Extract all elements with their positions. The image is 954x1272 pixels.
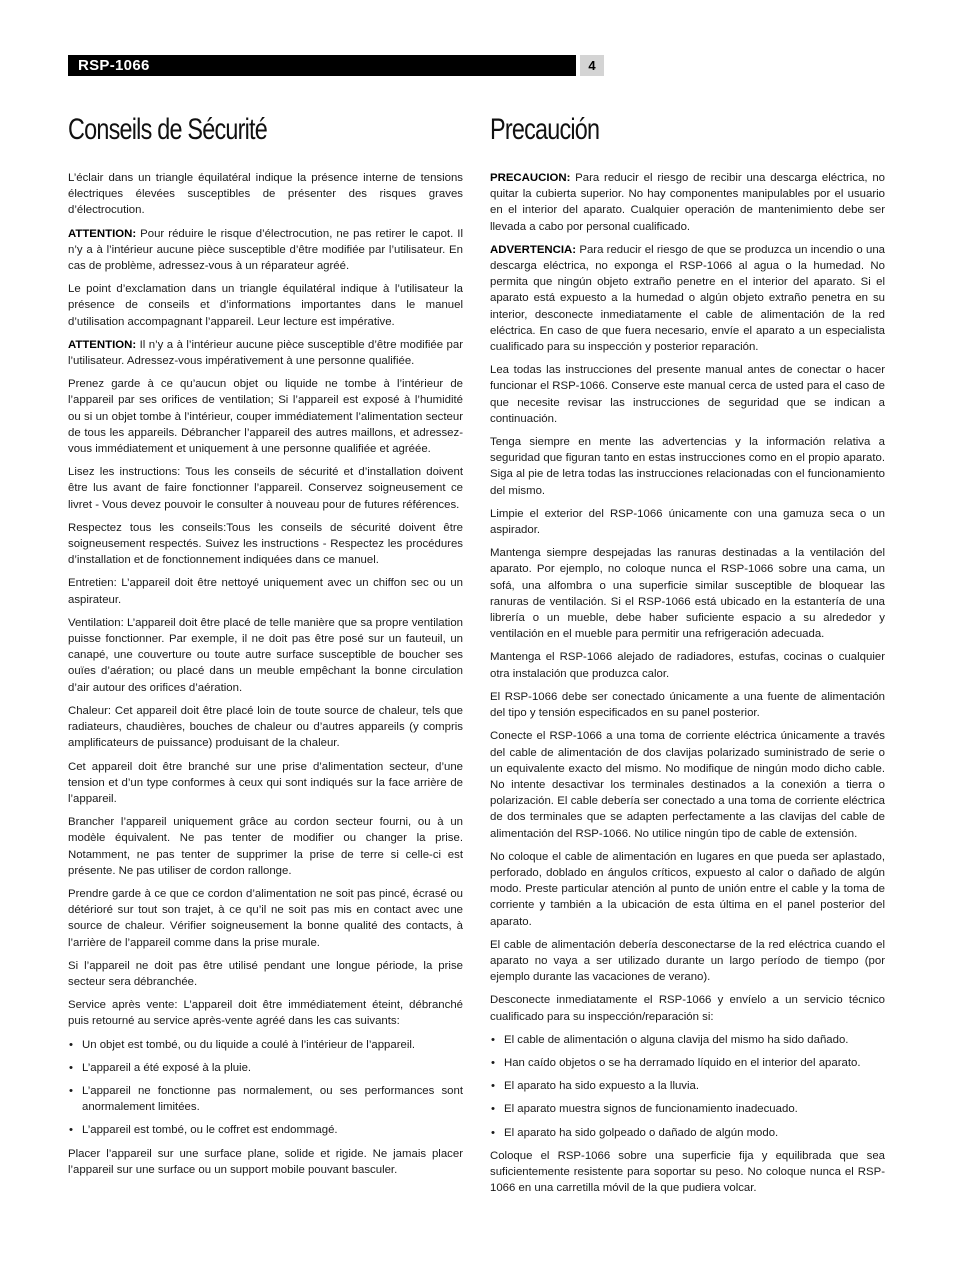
advertencia-label: ADVERTENCIA: — [490, 243, 577, 256]
paragraph: Desconecte inmediatamente el RSP-1066 y envíelo a un servicio técnico cualificado para su inspección/reparación si: — [490, 994, 885, 1023]
paragraph: Limpie el exterior del RSP-1066 únicamente con una gamuza seca o un aspirador. — [490, 507, 885, 537]
spanish-title: Precaución — [490, 113, 600, 146]
attention-paragraph — [68, 226, 463, 275]
list-item: • L’appareil a été exposé à la pluie. — [68, 1060, 463, 1076]
paragraph: Ventilation: L’appareil doit être placé de telle manière que sa propre ventilation puisse fonctionner. Par exemple, il ne doit pas être posé sur un fauteuil, un canapé, une couverture ou toute autre surface susceptible de boucher ses ouïes d’aération; ou placé dans un meuble empêchant la bonne circulation d’air autour des orifices d’aération. — [68, 616, 463, 694]
precaucion-text: Para reducir el riesgo de recibir una descarga eléctrica, no quitar la cubierta superior. No hay componentes manipulables por el usuario en el interior del aparato. Cualquier operación de mantenimiento debe ser llevada a cabo por personal cualificado. — [490, 172, 885, 233]
paragraph: Placer l’appareil sur une surface plane, solide et rigide. Ne jamais placer l’appareil sur une surface ou un support mobile pouvant basculer. — [68, 1147, 463, 1176]
paragraph: L’éclair dans un triangle équilatéral indique la présence interne de tensions électriques élevées susceptibles de présenter des risques graves d’électrocution. — [68, 172, 463, 217]
french-column — [68, 110, 463, 1185]
list-item: • El aparato muestra signos de funcionamiento inadecuado. — [490, 1101, 885, 1117]
attention-paragraph — [68, 337, 463, 369]
advertencia-paragraph — [490, 242, 885, 355]
paragraph: Lea todas las instrucciones del presente manual antes de conectar o hacer funcionar el RSP-1066. Conserve este manual cerca de usted para el caso de que necesite revisar las instrucciones de seguridad que se indican a continuación. — [490, 364, 885, 425]
paragraph: Service après vente: L’appareil doit être immédiatement éteint, débranché puis retourné au service après-vente agréé dans les cas suivants: — [68, 999, 463, 1028]
paragraph: Le point d’exclamation dans un triangle équilatéral indique à l’utilisateur la présence de conseils et d’informations importantes dans le manuel d’utilisation accompagnant l’appareil. Leur lecture est impérative. — [68, 283, 463, 328]
paragraph: Si l’appareil ne doit pas être utilisé pendant une longue période, la prise secteur sera débranchée. — [68, 959, 463, 988]
paragraph: Prendre garde à ce que ce cordon d’alimentation ne soit pas pincé, écrasé ou détérioré sur tout son trajet, à ce qu’il ne soit pas mis en contact avec une source de chaleur. Vérifier soigneusement la bonne qualité des contacts, à l’arrière de l’appareil comme dans la prise murale. — [68, 887, 463, 949]
precaucion-label: PRECAUCION: — [490, 172, 571, 184]
paragraph: Mantenga siempre despejadas las ranuras destinadas a la ventilación del aparato. Por ejemplo, no coloque nunca el RSP-1066 sobre una cama, un sofá, una alfombra o una superficie similar susceptible de bloquear las ranuras de ventilación. Si el RSP-1066 está ubicado en la estantería de una librería o un mueble, debe haber suficiente espacio a su alrededor y ventilación en el mueble para permitir una refrigeración adecuada. — [490, 547, 885, 641]
list-item: • Han caído objetos o se ha derramado líquido en el interior del aparato. — [490, 1055, 885, 1071]
attention-label: ATTENTION: — [68, 338, 137, 351]
paragraph: Coloque el RSP-1066 sobre una superficie fija y equilibrada que sea suficientemente resistente para soportar su peso. No coloque nunca el RSP-1066 en una carretilla móvil de la que pudiera volcar. — [490, 1149, 885, 1195]
list-item: • L’appareil est tombé, ou le coffret est endommagé. — [68, 1122, 463, 1138]
precaucion-paragraph — [490, 170, 885, 235]
list-item: • L’appareil ne fonctionne pas normalement, ou ses performances sont anormalement limitées. — [68, 1083, 463, 1115]
paragraph: Entretien: L’appareil doit être nettoyé uniquement avec un chiffon sec ou un aspirateur. — [68, 577, 463, 606]
paragraph: El cable de alimentación debería desconectarse de la red eléctrica cuando el aparato no vaya a ser utilizado durante un largo período de tiempo (por ejemplo durante las vacaciones de verano). — [490, 938, 885, 984]
list-item: • Un objet est tombé, ou du liquide a coulé à l’intérieur de l’appareil. — [68, 1037, 463, 1053]
paragraph: Tenga siempre en mente las advertencias y la información relativa a seguridad que figuran tanto en estas instrucciones como en el propio aparato. Siga al pie de letra todas las instrucciones relacionadas con el funcionamiento del mismo. — [490, 436, 885, 497]
paragraph: Mantenga el RSP-1066 alejado de radiadores, estufas, cocinas o cualquier otra instalación que produzca calor. — [490, 651, 885, 680]
french-title: Conseils de Sécurité — [68, 113, 268, 146]
paragraph: Lisez les instructions: Tous les conseils de sécurité et d’installation doivent être lus avant de faire fonctionner l’appareil. Conservez soigneusement ce livret - Vous devez pouvoir le consulter à nouveau pour de futures références. — [68, 466, 463, 511]
model-name: RSP-1066 — [78, 57, 150, 74]
paragraph: El RSP-1066 debe ser conectado únicamente a una fuente de alimentación del tipo y tensión especificados en su panel posterior. — [490, 690, 885, 720]
spanish-column — [490, 110, 885, 1203]
paragraph: Cet appareil doit être branché sur une prise d’alimentation secteur, d’une tension et d’un type conformes à ceux qui sont indiqués sur la face arrière de l’appareil. — [68, 760, 463, 805]
advertencia-text: Para reducir el riesgo de que se produzca un incendio o una descarga eléctrica, no exponga el RSP-1066 al agua o la humedad. No permita que ningún objeto extraño penetre en el interior del aparato. Si el aparato está expuesto a la humedad o algún objeto extraño penetra en su interior, desconecte inmediatamente el cable de alimentación de la red eléctrica. En caso de que fuera necesario, envíe el aparato a un especialista cualificado para su inspección y posterior reparación. — [490, 243, 885, 354]
paragraph: Respectez tous les conseils:Tous les conseils de sécurité doivent être soigneusement respectés. Suivez les instructions - Respectez les procédures d’installation et de fonctionnement indiquées dans ce manuel. — [68, 521, 463, 567]
list-item: • El aparato ha sido golpeado o dañado de algún modo. — [490, 1125, 885, 1141]
bullet-list — [68, 1037, 463, 1139]
paragraph: Conecte el RSP-1066 a una toma de corriente eléctrica únicamente a través del cable de alimentación de dos clavijas polarizado suministrado de serie o un equivalente exacto del mismo. No modifique de ningún modo dicho cable. No intente desactivar los terminales destinados a la conexión a tierra o polarización. El cable debería ser conectado a una toma de corriente eléctrica de dos terminales que se adapten perfectamente a las clavijas del cable de alimentación del RSP-1066. No utilice ningún tipo de cable de extensión. — [490, 730, 885, 840]
attention-label: ATTENTION: — [68, 227, 137, 240]
bullet-list — [490, 1032, 885, 1141]
list-item: • El cable de alimentación o alguna clavija del mismo ha sido dañado. — [490, 1032, 885, 1048]
paragraph: Prenez garde à ce qu’aucun objet ou liquide ne tombe à l’intérieur de l’appareil par ses orifices de ventilation; Si l’appareil est exposé à l’humidité ou si un objet tombe à l’intérieur, couper immédiatement l’alimentation secteur de tous les appareils. Débrancher l’appareil des autres maillons, et adressez-vous immédiatement et uniquement à une personne qualifiée et agréée. — [68, 378, 463, 456]
attention-text: Pour réduire le risque d’électrocution, ne pas retirer le capot. Il n’y a à l’intérieur aucune pièce susceptible d’être modifiée par l’utilisateur. En cas de problème, adressez-vous à un réparateur agréé. — [68, 227, 463, 273]
list-item: • El aparato ha sido expuesto a la lluvia. — [490, 1078, 885, 1094]
paragraph: Brancher l’appareil uniquement grâce au cordon secteur fourni, ou à un modèle équivalent. Ne pas tenter de modifier ou changer la prise. Notamment, ne pas tenter de supprimer la prise de terre si celle-ci est présente. Ne pas utiliser de cordon rallonge. — [68, 816, 463, 877]
paragraph: Chaleur: Cet appareil doit être placé loin de toute source de chaleur, tels que radiateurs, chaudières, bouches de chaleur ou d’autres appareils (y compris amplificateurs de puissance) produisant de la chaleur. — [68, 704, 463, 750]
attention-text: Il n’y a à l’intérieur aucune pièce susceptible d’être modifiée par l’utilisateur. Adressez-vous impérativement à une personne qualifiée. — [68, 338, 463, 368]
paragraph: No coloque el cable de alimentación en lugares en que pueda ser aplastado, perforado, doblado en ángulos críticos, expuesto al calor o dañado de algún modo. Preste particular atención al punto de unión entre el cable y la toma de corriente y también a la ubicación de esta última en el panel posterior del aparato. — [490, 850, 885, 928]
page-number: 4 — [580, 55, 604, 76]
